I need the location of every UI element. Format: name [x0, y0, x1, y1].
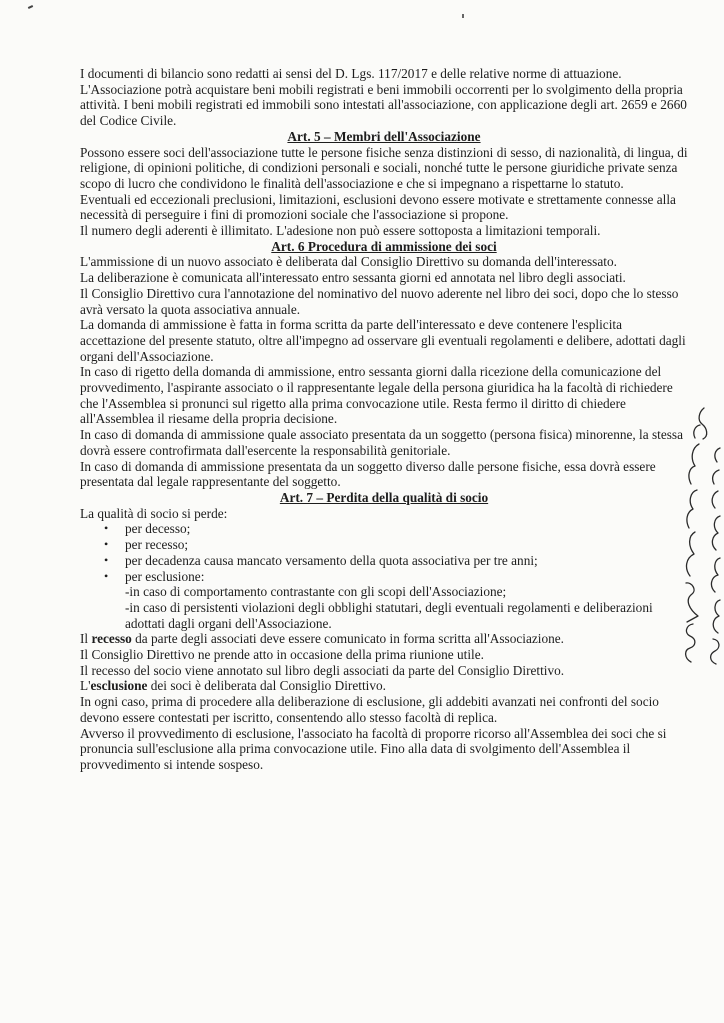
recesso-bold: recesso: [91, 631, 132, 647]
list-item: • per recesso;: [80, 537, 688, 553]
list-item: • per decadenza causa mancato versamento della quota associativa per tre anni;: [80, 553, 688, 569]
art5-paragraph: Eventuali ed eccezionali preclusioni, limitazioni, esclusioni devono essere motivate e strettamente connesse alla necessità di perseguire i fini di promozioni sociale che l'associazione si propone.: [80, 191, 676, 223]
art7-title: Art. 7 – Perdita della qualità di socio: [279, 489, 489, 505]
art5-section: [80, 129, 688, 239]
art7-paragraph: In ogni caso, prima di procedere alla deliberazione di esclusione, gli addebiti avanzati nei confronti del socio devono essere contestati per iscritto, consentendo allo stesso facoltà di replica.: [80, 694, 659, 725]
intro-paragraph: I documenti di bilancio sono redatti ai sensi del D. Lgs. 117/2017 e delle relative norme di attuazione.: [80, 66, 622, 81]
art6-paragraph: L'ammissione di un nuovo associato è deliberata dal Consiglio Direttivo su domanda dell'interessato.: [80, 254, 617, 270]
art6-paragraph: La domanda di ammissione è fatta in forma scritta da parte dell'interessato e deve contenere l'esplicita accettazione del presente statuto, oltre all'impegno ad osservare gli eventuali regolamenti e delibere, adottati dagli organi dell'Associazione.: [80, 317, 686, 364]
signature-stroke-1: [686, 425, 700, 662]
art7-sub-item: -in caso di persistenti violazioni degli obblighi statutari, degli eventuali regolamenti e deliberazioni adottati dagli organi dell'Associazione.: [125, 599, 653, 631]
document-text: [80, 66, 688, 773]
signature-stroke-3: [699, 408, 707, 439]
recesso-paragraph: [80, 631, 688, 647]
art6-paragraph: In caso di rigetto della domanda di ammissione, entro sessanta giorni dalla ricezione della comunicazione del provvedimento, l'aspirante associato o il rappresentante legale della persona giuridica ha la facoltà di richiedere che l'Assemblea si pronunci sul rigetto alla prima convocazione utile. Resta fermo il diritto di chiedere all'Assemblea il riesame della propria decisione.: [80, 364, 673, 427]
art7-sub-item: -in caso di comportamento contrastante con gli scopi dell'Associazione;: [125, 584, 507, 600]
art6-paragraph: In caso di domanda di ammissione quale associato presentata da un soggetto (persona fisica) minorenne, la stessa dovrà essere controfirmata dall'esercente la responsabilità genitoriale.: [80, 427, 683, 458]
intro-paragraph: L'Associazione potrà acquistare beni mobili registrati e beni immobili occorrenti per lo svolgimento della propria attività. I beni mobili registrati ed immobili sono intestati all'associazione, con applicazione degli art. 2659 e 2660 del Codice Civile.: [80, 81, 687, 129]
art7-paragraph: Avverso il provvedimento di esclusione, l'associato ha facoltà di proporre ricorso all'Assemblea dei soci che si pronuncia sull'esclusione alla prima convocazione utile. Fino alla data di svolgimento dell'Assemblea il provvedimento si intende sospeso.: [80, 725, 667, 772]
handwritten-signatures: [678, 378, 724, 668]
recesso-pre: Il: [80, 631, 92, 647]
art6-section: [80, 239, 688, 490]
art7-section: [80, 490, 688, 773]
esclusione-pre: L': [80, 678, 91, 694]
esclusione-bold: esclusione: [90, 678, 148, 694]
art5-paragraph: Possono essere soci dell'associazione tutte le persone fisiche senza distinzioni di sesso, di nazionalità, di lingua, di religione, di opinioni politiche, di condizioni personali e sociali, nonché tutte le persone giuridiche private senza scopo di lucro che condividono le finalità dell'associazione e che si impegnano a rispettarne lo statuto.: [80, 144, 688, 191]
art5-title: Art. 5 – Membri dell'Associazione: [287, 128, 481, 144]
art6-title: Art. 6 Procedura di ammissione dei soci: [271, 238, 497, 254]
list-item: • per esclusione:: [80, 569, 688, 585]
art6-paragraph: In caso di domanda di ammissione presentata da un soggetto diverso dalle persone fisiche, essa dovrà essere presentata dal legale rappresentante del soggetto.: [80, 458, 656, 490]
art5-paragraph: Il numero degli aderenti è illimitato. L'adesione non può essere sottoposta a limitazioni temporali.: [80, 223, 601, 239]
intro-section: [80, 66, 688, 129]
art6-paragraph: Il Consiglio Direttivo cura l'annotazione del nominativo del nuovo aderente nel libro dei soci, dopo che lo stesso avrà versato la quota associativa annuale.: [80, 285, 679, 317]
recesso-post: da parte degli associati deve essere comunicato in forma scritta all'Associazione.: [131, 631, 564, 647]
art7-bullet-list: [80, 521, 688, 584]
esclusione-post: dei soci è deliberata dal Consiglio Direttivo.: [147, 678, 386, 694]
esclusione-paragraph: [80, 678, 688, 694]
art7-paragraph: Il recesso del socio viene annotato sul libro degli associati da parte del Consiglio Direttivo.: [80, 662, 565, 678]
signature-stroke-2: [711, 448, 720, 664]
art7-paragraph: Il Consiglio Direttivo ne prende atto in occasione della prima riunione utile.: [80, 647, 484, 663]
scan-mark-top-left: [28, 5, 33, 9]
art6-paragraph: La deliberazione è comunicata all'interessato entro sessanta giorni ed annotata nel libro degli associati.: [80, 270, 626, 286]
list-item: • per decesso;: [80, 521, 688, 537]
art7-lead: La qualità di socio si perde:: [80, 505, 228, 521]
scan-mark-top-right: [462, 14, 464, 18]
